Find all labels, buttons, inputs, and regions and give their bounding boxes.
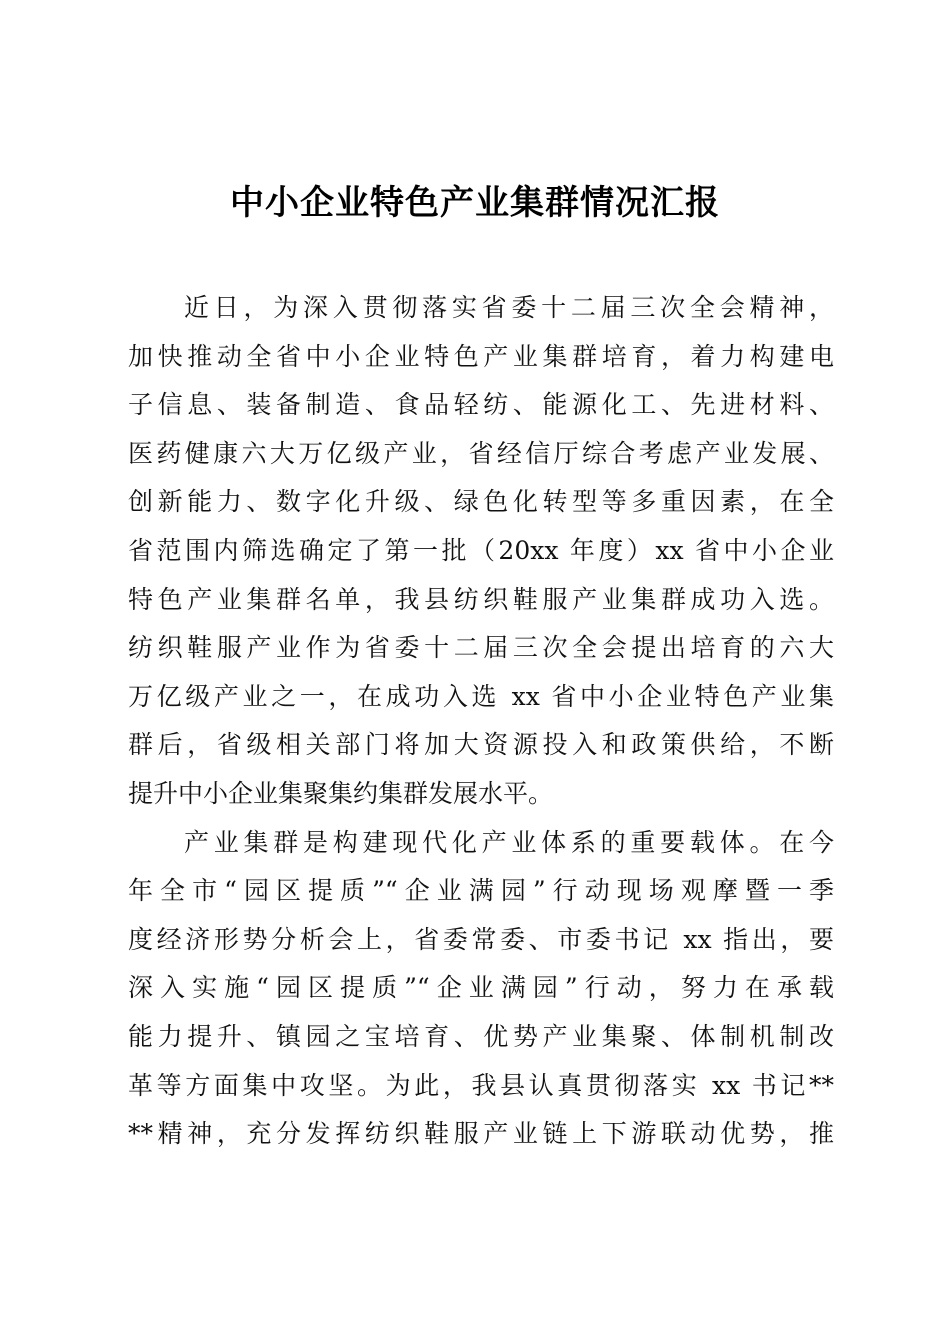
text-line: 深入实施“园区提质”“企业满园”行动，努力在承载 bbox=[128, 973, 834, 1003]
text-line: 近日，为深入贯彻落实省委十二届三次全会精神， bbox=[184, 293, 834, 322]
text-line: 医药健康六大万亿级产业，省经信厅综合考虑产业发展、 bbox=[128, 438, 834, 468]
text-line: 群后，省级相关部门将加大资源投入和政策供给，不断 bbox=[128, 730, 834, 760]
text-line: 加快推动全省中小企业特色产业集群培育，着力构建电 bbox=[128, 341, 834, 371]
text-line: 革等方面集中攻坚。为此，我县认真贯彻落实 xx 书记** bbox=[128, 1070, 834, 1100]
text-line: 万亿级产业之一，在成功入选 xx 省中小企业特色产业集 bbox=[128, 681, 834, 711]
paragraph-2 bbox=[128, 819, 834, 1159]
text-line: 度经济形势分析会上，省委常委、市委书记 xx 指出，要 bbox=[128, 924, 834, 954]
document-title: 中小企业特色产业集群情况汇报 bbox=[230, 183, 720, 223]
text-line: 特色产业集群名单，我县纺织鞋服产业集群成功入选。 bbox=[128, 584, 834, 614]
text-line: 纺织鞋服产业作为省委十二届三次全会提出培育的六大 bbox=[128, 633, 834, 663]
document-body bbox=[128, 284, 834, 1159]
text-line: 创新能力、数字化升级、绿色化转型等多重因素，在全 bbox=[128, 487, 834, 517]
text-line: **精神，充分发挥纺织鞋服产业链上下游联动优势，推 bbox=[128, 1119, 834, 1149]
text-line: 能力提升、镇园之宝培育、优势产业集聚、体制机制改 bbox=[128, 1021, 834, 1051]
text-line: 年全市“园区提质”“企业满园”行动现场观摩暨一季 bbox=[128, 876, 834, 906]
paragraph-1 bbox=[128, 284, 834, 819]
text-line: 子信息、装备制造、食品轻纺、能源化工、先进材料、 bbox=[128, 390, 834, 420]
text-line: 省范围内筛选确定了第一批（20xx 年度）xx 省中小企业 bbox=[128, 535, 834, 565]
text-line: 提升中小企业集聚集约集群发展水平。 bbox=[128, 778, 554, 808]
text-line: 产业集群是构建现代化产业体系的重要载体。在今 bbox=[184, 827, 834, 857]
